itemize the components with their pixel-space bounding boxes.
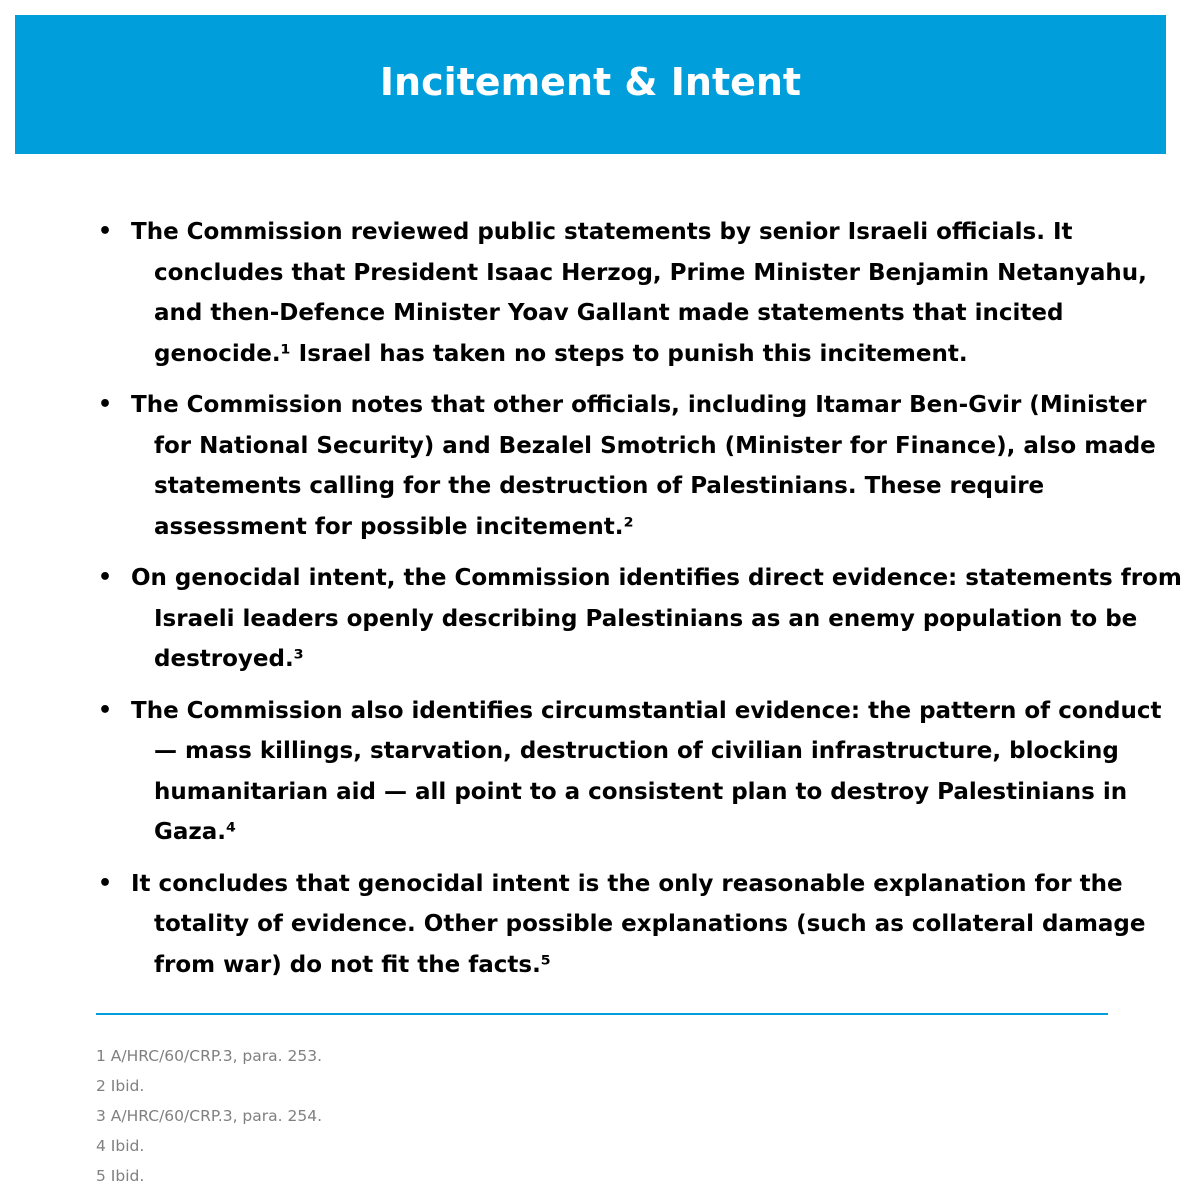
bullet-icon: •: [98, 565, 113, 590]
bullet-icon: •: [98, 697, 113, 723]
footnote: 2 Ibid.: [96, 1077, 145, 1095]
page-title: Incitement & Intent: [379, 59, 802, 104]
bullet-list: [96, 212, 1186, 996]
bullet-item: [96, 691, 1186, 853]
bullet-text: On genocidal intent, the Commission identifies direct evidence: statements from Israeli leaders openly describing Palestinians as an enemy population to be destroyed.³: [131, 565, 1182, 672]
bullet-item: [96, 385, 1186, 547]
bullet-icon: •: [98, 219, 113, 244]
title-banner: [15, 15, 1166, 154]
footnote: 1 A/HRC/60/CRP.3, para. 253.: [96, 1047, 322, 1065]
bullet-item: [96, 212, 1186, 374]
footnotes: [96, 1043, 322, 1193]
bullet-icon: •: [98, 870, 113, 896]
bullet-item: [96, 558, 1186, 680]
bullet-text: The Commission reviewed public statements by senior Israeli officials. It concludes that President Isaac Herzog, Prime Minister Benjamin Netanyahu, and then-Defence Minister Yoav Gallant made statements that incited genocide.¹ Israel has taken no steps to punish this incitement.: [131, 219, 1147, 367]
footnote: 4 Ibid.: [96, 1137, 145, 1155]
bullet-text: The Commission notes that other officials, including Itamar Ben-Gvir (Minister for National Security) and Bezalel Smotrich (Minister for Finance), also made statements calling for the destruction of Palestinians. These require assessment for possible incitement.²: [131, 392, 1156, 540]
footnote: 3 A/HRC/60/CRP.3, para. 254.: [96, 1107, 322, 1125]
bullet-text: The Commission also identifies circumstantial evidence: the pattern of conduct — mass killings, starvation, destruction of civilian infrastructure, blocking humanitarian aid — all point to a consistent plan to destroy Palestinians in Gaza.⁴: [131, 697, 1162, 845]
footnote-divider: [96, 1013, 1108, 1015]
bullet-text: It concludes that genocidal intent is the only reasonable explanation for the totality of evidence. Other possible explanations (such as collateral damage from war) do not fit the facts.⁵: [131, 870, 1146, 978]
bullet-item: [96, 864, 1186, 986]
footnote: 5 Ibid.: [96, 1167, 145, 1185]
bullet-icon: •: [98, 392, 113, 417]
